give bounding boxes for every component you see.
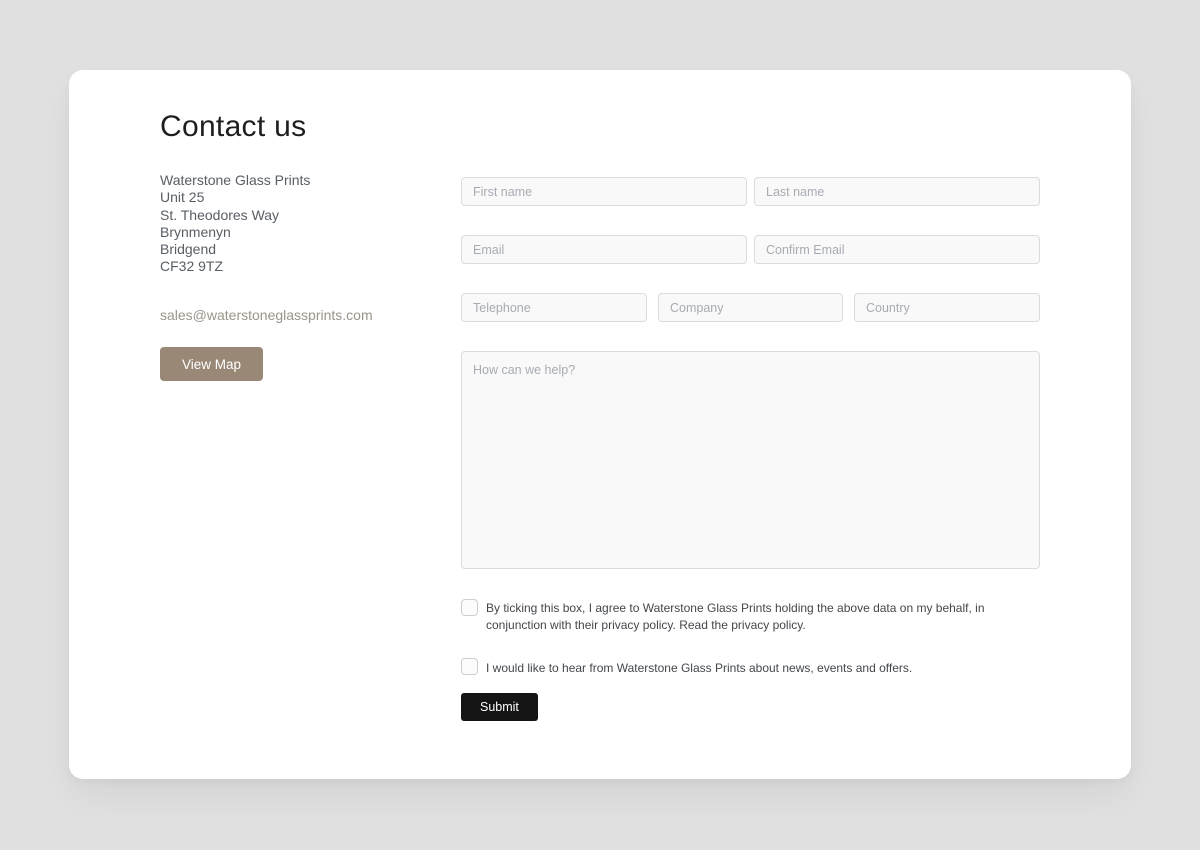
page-title: Contact us: [160, 110, 307, 143]
last-name-input[interactable]: [754, 177, 1040, 206]
view-map-button[interactable]: View Map: [160, 347, 263, 381]
address-line: Unit 25: [160, 189, 205, 206]
marketing-consent-row: [461, 658, 912, 677]
privacy-consent-checkbox[interactable]: [461, 599, 478, 616]
telephone-input[interactable]: [461, 293, 647, 322]
email-input[interactable]: [461, 235, 747, 264]
submit-button[interactable]: Submit: [461, 693, 538, 721]
address-line: St. Theodores Way: [160, 206, 280, 223]
confirm-email-input[interactable]: [754, 235, 1040, 264]
contact-card: [69, 70, 1131, 779]
privacy-consent-row: [461, 599, 1034, 634]
address-line: Bridgend: [160, 241, 217, 258]
country-input[interactable]: [854, 293, 1040, 322]
privacy-consent-label: By ticking this box, I agree to Waterstone Glass Prints holding the above data on my behalf, in conjunction with their privacy policy. Read the privacy policy.: [486, 601, 985, 632]
company-input[interactable]: [658, 293, 843, 322]
address-line: CF32 9TZ: [160, 258, 224, 275]
first-name-input[interactable]: [461, 177, 747, 206]
address-line: Brynmenyn: [160, 223, 231, 240]
email-link[interactable]: sales@waterstoneglassprints.com: [160, 307, 373, 323]
marketing-consent-checkbox[interactable]: [461, 658, 478, 675]
message-textarea[interactable]: [461, 351, 1040, 569]
marketing-consent-label: I would like to hear from Waterstone Glass Prints about news, events and offers.: [486, 661, 913, 675]
company-name: Waterstone Glass Prints: [160, 172, 311, 188]
address-block: [160, 172, 310, 276]
